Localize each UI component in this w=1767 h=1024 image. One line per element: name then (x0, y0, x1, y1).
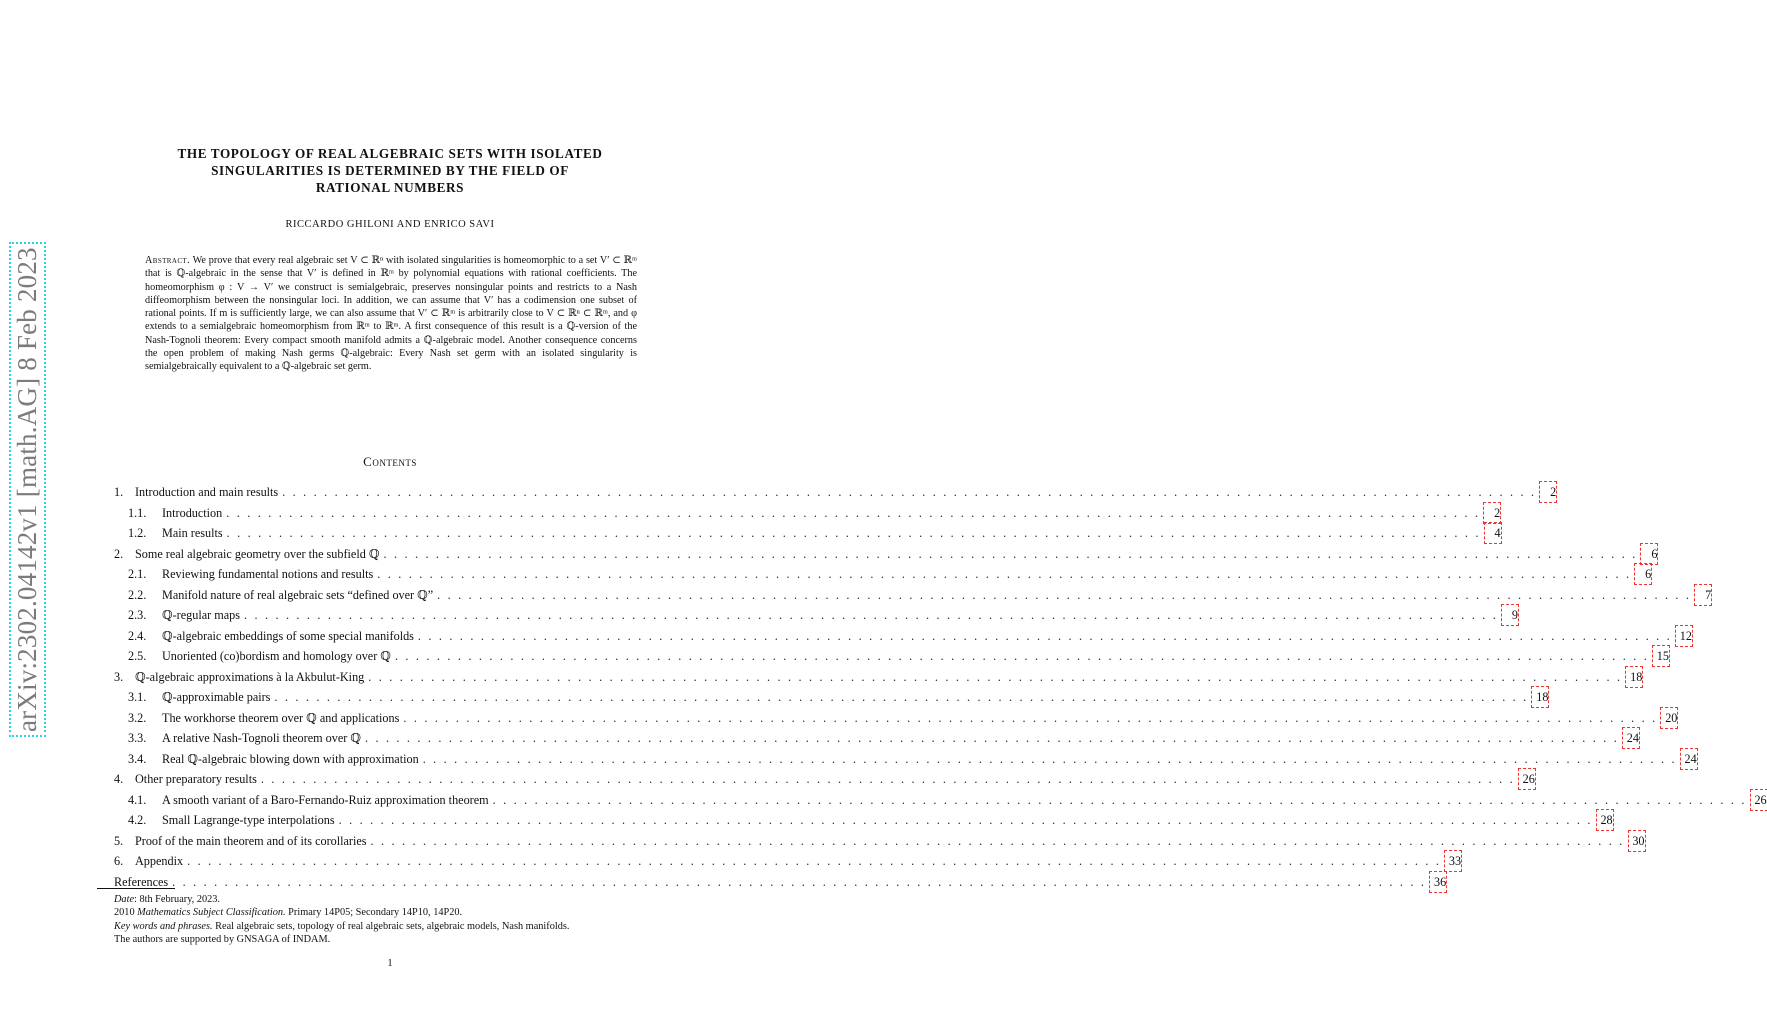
toc-entry[interactable] (114, 482, 1557, 502)
toc-leader-dots: . . . . . . . . . . . . . . . . . . . . . . . . . . . . . . . . . . . . . . . . . . . . . . . . . . . . . . . . . . . . . . . . . . . . . . . . . . . . . . . . . . . . . . . . . . . . . . . . . . . . . . . . . . . . . . . . . . . . . . . . (368, 669, 1623, 684)
toc-leader-dots: . . . . . . . . . . . . . . . . . . . . . . . . . . . . . . . . . . . . . . . . . . . . . . . . . . . . . . . . . . . . . . . . . . . . . . . . . . . . . . . . . . . . . . . . . . . . . . . . . . . . . . . . . . . . . . . . . . . . . . . . (338, 813, 1593, 827)
msc-value: Primary 14P05; Secondary 14P10, 14P20. (285, 907, 463, 919)
toc-page-link[interactable]: 26 (1751, 790, 1767, 810)
toc-entry-number: 3. (114, 669, 124, 684)
toc-page-link[interactable]: 28 (1597, 810, 1613, 830)
footnote-support: The authors are supported by GNSAGA of INDAM. (114, 934, 331, 946)
toc-entry-title: Some real algebraic geometry over the subfield ℚ (135, 546, 380, 561)
footnote-keywords (114, 920, 694, 933)
toc-page-link[interactable]: 18 (1532, 687, 1548, 707)
toc-entry-title: Appendix (135, 854, 184, 868)
toc-entry-title: Reviewing fundamental notions and results (162, 567, 374, 581)
toc-entry[interactable] (114, 831, 1645, 851)
toc-entry-number: 4.1. (128, 792, 147, 807)
toc-entry[interactable] (128, 790, 1767, 810)
footnote-rule (97, 888, 175, 889)
toc-page-link[interactable]: 2 (1484, 503, 1500, 523)
toc-entry-number: 2. (114, 546, 124, 561)
toc-entry-number: 4.2. (128, 813, 147, 827)
toc-entry[interactable] (114, 544, 1658, 564)
toc-entry-title: Proof of the main theorem and of its corollaries (135, 833, 367, 848)
toc-entry[interactable] (128, 749, 1697, 769)
toc-page-link[interactable]: 30 (1629, 831, 1645, 851)
toc-page-link[interactable]: 24 (1681, 749, 1697, 769)
toc-entry[interactable] (128, 810, 1613, 830)
toc-entry[interactable] (128, 646, 1669, 666)
toc-entry-title: ℚ-algebraic approximations à la Akbulut-King (135, 669, 365, 684)
toc-entry-title: A smooth variant of a Baro-Fernando-Ruiz approximation theorem (162, 792, 489, 807)
toc-entry-title: The workhorse theorem over ℚ and applications (162, 710, 400, 725)
toc-entry-number: 2.3. (128, 608, 147, 622)
toc-page-link[interactable]: 24 (1623, 728, 1639, 748)
page-number: 1 (387, 958, 393, 969)
footnote-date (114, 893, 694, 906)
toc-entry[interactable] (128, 605, 1518, 625)
toc-leader-dots: . . . . . . . . . . . . . . . . . . . . . . . . . . . . . . . . . . . . . . . . . . . . . . . . . . . . . . . . . . . . . . . . . . . . . . . . . . . . . . . . . . . . . . . . . . . . . . . . . . . . . . . . . . . . . . . . . . . . . . . . (437, 587, 1692, 602)
toc-leader-dots: . . . . . . . . . . . . . . . . . . . . . . . . . . . . . . . . . . . . . . . . . . . . . . . . . . . . . . . . . . . . . . . . . . . . . . . . . . . . . . . . . . . . . . . . . . . . . . . . . . . . . . . . . . . . . . . . . . . . . . . . (282, 485, 1537, 499)
toc-entry-number: 2.1. (128, 567, 147, 581)
toc-leader-dots: . . . . . . . . . . . . . . . . . . . . . . . . . . . . . . . . . . . . . . . . . . . . . . . . . . . . . . . . . . . . . . . . . . . . . . . . . . . . . . . . . . . . . . . . . . . . . . . . . . . . . . . . . . . . . . . . . . . . . . . . (370, 833, 1625, 848)
toc-page-link[interactable]: 2 (1540, 482, 1556, 502)
toc-entry[interactable] (114, 667, 1643, 687)
toc-entry-number: 2.4. (128, 628, 147, 643)
toc-entry-title: References (114, 874, 169, 889)
arxiv-identifier-stamp[interactable]: arXiv:2302.04142v1 [math.AG] 8 Feb 2023 (12, 247, 42, 732)
toc-entry-number: 3.1. (128, 690, 147, 704)
toc-entry-title: Manifold nature of real algebraic sets “defined over ℚ” (162, 587, 434, 602)
toc-entry-title: Unoriented (co)bordism and homology over ℚ (162, 649, 391, 663)
toc-leader-dots: . . . . . . . . . . . . . . . . . . . . . . . . . . . . . . . . . . . . . . . . . . . . . . . . . . . . . . . . . . . . . . . . . . . . . . . . . . . . . . . . . . . . . . . . . . . . . . . . . . . . . . . . . . . . . . . . . . . . . . . . (403, 710, 1658, 725)
toc-entry[interactable] (128, 585, 1712, 605)
msc-label: Mathematics Subject Classification. (137, 907, 286, 919)
toc-entry-number: 3.3. (128, 731, 147, 745)
toc-leader-dots: . . . . . . . . . . . . . . . . . . . . . . . . . . . . . . . . . . . . . . . . . . . . . . . . . . . . . . . . . . . . . . . . . . . . . . . . . . . . . . . . . . . . . . . . . . . . . . . . . . . . . . . . . . . . . . . . . . . . . . . . (172, 874, 1427, 889)
toc-entry-number: 6. (114, 854, 124, 868)
toc-leader-dots: . . . . . . . . . . . . . . . . . . . . . . . . . . . . . . . . . . . . . . . . . . . . . . . . . . . . . . . . . . . . . . . . . . . . . . . . . . . . . . . . . . . . . . . . . . . . . . . . . . . . . . . . . . . . . . . . . . . . . . . . (226, 505, 1481, 520)
toc-entry[interactable] (128, 503, 1501, 523)
toc-entry-number: 5. (114, 833, 124, 848)
toc-page-link[interactable]: 33 (1445, 851, 1461, 871)
toc-entry-title: Introduction and main results (135, 485, 279, 499)
toc-leader-dots: . . . . . . . . . . . . . . . . . . . . . . . . . . . . . . . . . . . . . . . . . . . . . . . . . . . . . . . . . . . . . . . . . . . . . . . . . . . . . . . . . . . . . . . . . . . . . . . . . . . . . . . . . . . . . . . . . . . . . . . . (417, 628, 1672, 643)
toc-leader-dots: . . . . . . . . . . . . . . . . . . . . . . . . . . . . . . . . . . . . . . . . . . . . . . . . . . . . . . . . . . . . . . . . . . . . . . . . . . . . . . . . . . . . . . . . . . . . . . . . . . . . . . . . . . . . . . . . . . . . . . . . (394, 649, 1649, 663)
toc-leader-dots: . . . . . . . . . . . . . . . . . . . . . . . . . . . . . . . . . . . . . . . . . . . . . . . . . . . . . . . . . . . . . . . . . . . . . . . . . . . . . . . . . . . . . . . . . . . . . . . . . . . . . . . . . . . . . . . . . . . . . . . . (243, 608, 1498, 622)
keywords-label: Key words and phrases. (114, 920, 213, 932)
keywords-value: Real algebraic sets, topology of real algebraic sets, algebraic models, Nash manifolds. (212, 920, 570, 932)
authors: RICCARDO GHILONI AND ENRICO SAVI (285, 219, 495, 230)
toc-page-link[interactable]: 18 (1626, 667, 1642, 687)
abstract (145, 254, 637, 374)
toc-leader-dots: . . . . . . . . . . . . . . . . . . . . . . . . . . . . . . . . . . . . . . . . . . . . . . . . . . . . . . . . . . . . . . . . . . . . . . . . . . . . . . . . . . . . . . . . . . . . . . . . . . . . . . . . . . . . . . . . . . . . . . . . (492, 792, 1747, 807)
toc-entry-title: Small Lagrange-type interpolations (162, 813, 335, 827)
toc-leader-dots: . . . . . . . . . . . . . . . . . . . . . . . . . . . . . . . . . . . . . . . . . . . . . . . . . . . . . . . . . . . . . . . . . . . . . . . . . . . . . . . . . . . . . . . . . . . . . . . . . . . . . . . . . . . . . . . . . . . . . . . . (383, 546, 1638, 561)
toc-leader-dots: . . . . . . . . . . . . . . . . . . . . . . . . . . . . . . . . . . . . . . . . . . . . . . . . . . . . . . . . . . . . . . . . . . . . . . . . . . . . . . . . . . . . . . . . . . . . . . . . . . . . . . . . . . . . . . . . . . . . . . . . (422, 751, 1677, 766)
toc-entry-title: Introduction (162, 505, 223, 520)
contents-heading: Contents (363, 454, 417, 469)
toc-entry-title: ℚ-regular maps (162, 608, 240, 622)
toc-leader-dots: . . . . . . . . . . . . . . . . . . . . . . . . . . . . . . . . . . . . . . . . . . . . . . . . . . . . . . . . . . . . . . . . . . . . . . . . . . . . . . . . . . . . . . . . . . . . . . . . . . . . . . . . . . . . . . . . . . . . . . . . (260, 772, 1515, 786)
toc-entry[interactable] (114, 872, 1447, 892)
toc-page-link[interactable]: 7 (1695, 585, 1711, 605)
toc-entry[interactable] (114, 851, 1462, 871)
toc-entry-number: 4. (114, 772, 124, 786)
toc-page-link[interactable]: 20 (1661, 708, 1677, 728)
toc-leader-dots: . . . . . . . . . . . . . . . . . . . . . . . . . . . . . . . . . . . . . . . . . . . . . . . . . . . . . . . . . . . . . . . . . . . . . . . . . . . . . . . . . . . . . . . . . . . . . . . . . . . . . . . . . . . . . . . . . . . . . . . . (274, 690, 1529, 704)
toc-entry-title: Other preparatory results (135, 772, 257, 786)
abstract-heading: Abstract. (145, 255, 191, 266)
date-value: : 8th February, 2023. (134, 894, 221, 905)
footnotes (114, 893, 694, 947)
toc-page-link[interactable]: 36 (1430, 872, 1446, 892)
toc-entry[interactable] (128, 626, 1692, 646)
toc-page-link[interactable]: 9 (1502, 605, 1518, 625)
toc-page-link[interactable]: 6 (1635, 564, 1651, 584)
toc-page-link[interactable]: 4 (1485, 523, 1501, 543)
toc-entry-number: 1.1. (128, 505, 147, 520)
toc-entry-title: Main results (162, 526, 223, 540)
toc-entry-number: 3.2. (128, 710, 147, 725)
toc-leader-dots: . . . . . . . . . . . . . . . . . . . . . . . . . . . . . . . . . . . . . . . . . . . . . . . . . . . . . . . . . . . . . . . . . . . . . . . . . . . . . . . . . . . . . . . . . . . . . . . . . . . . . . . . . . . . . . . . . . . . . . . . (187, 854, 1442, 868)
toc-leader-dots: . . . . . . . . . . . . . . . . . . . . . . . . . . . . . . . . . . . . . . . . . . . . . . . . . . . . . . . . . . . . . . . . . . . . . . . . . . . . . . . . . . . . . . . . . . . . . . . . . . . . . . . . . . . . . . . . . . . . . . . . (377, 567, 1632, 581)
toc-entry[interactable] (128, 523, 1501, 543)
toc-entry[interactable] (114, 769, 1535, 789)
toc-entry-title: ℚ-approximable pairs (162, 690, 271, 704)
toc-page-link[interactable]: 6 (1641, 544, 1657, 564)
msc-prefix: 2010 (114, 907, 138, 919)
footnote-msc (114, 906, 694, 919)
title-line: RATIONAL NUMBERS (315, 180, 465, 195)
toc-entry-number: 3.4. (128, 751, 147, 766)
toc-entry-number: 2.2. (128, 587, 147, 602)
toc-entry[interactable] (128, 728, 1639, 748)
toc-entry[interactable] (128, 687, 1549, 707)
title-line: THE TOPOLOGY OF REAL ALGEBRAIC SETS WITH ISOLATED (177, 146, 603, 161)
toc-leader-dots: . . . . . . . . . . . . . . . . . . . . . . . . . . . . . . . . . . . . . . . . . . . . . . . . . . . . . . . . . . . . . . . . . . . . . . . . . . . . . . . . . . . . . . . . . . . . . . . . . . . . . . . . . . . . . . . . . . . . . . . . (364, 731, 1619, 745)
toc-entry-number: 2.5. (128, 649, 147, 663)
toc-page-link[interactable]: 15 (1653, 646, 1669, 666)
abstract-body: We prove that every real algebraic set V ⊂ ℝⁿ with isolated singularities is homeomorphic to a set V′ ⊂ ℝᵐ that is ℚ-algebraic in the sense that V′ is defined in ℝᵐ by polynomial equations with rational coefficients. The homeomorphism φ : V → V′ we construct is semialgebraic, preserves nonsingular points and restricts to a Nash diffeomorphism between the nonsingular loci. In addition, we can assume that V′ has a codimension one subset of rational points. If m is sufficiently large, we can also assume that V′ ⊂ ℝᵐ is arbitrarily close to V ⊂ ℝⁿ ⊂ ℝᵐ, and φ extends to a semialgebraic homeomorphism from ℝᵐ to ℝᵐ. A first consequence of this result is a ℚ-version of the Nash-Tognoli theorem: Every compact smooth manifold admits a ℚ-algebraic model. Another consequence concerns the open problem of making Nash germs ℚ-algebraic: Every Nash set germ with an isolated singularity is semialgebraically equivalent to a ℚ-algebraic set germ. (145, 255, 637, 373)
date-label: Date (114, 894, 135, 905)
toc-entry-title: A relative Nash-Tognoli theorem over ℚ (162, 731, 361, 745)
toc-entry-number: 1. (114, 485, 124, 499)
paper-title (120, 145, 660, 196)
toc-page-link[interactable]: 12 (1676, 626, 1692, 646)
toc-page-link[interactable]: 26 (1519, 769, 1535, 789)
toc-entry[interactable] (128, 708, 1678, 728)
toc-leader-dots: . . . . . . . . . . . . . . . . . . . . . . . . . . . . . . . . . . . . . . . . . . . . . . . . . . . . . . . . . . . . . . . . . . . . . . . . . . . . . . . . . . . . . . . . . . . . . . . . . . . . . . . . . . . . . . . . . . . . . . . . (226, 526, 1481, 540)
title-line: SINGULARITIES IS DETERMINED BY THE FIELD OF (211, 163, 569, 178)
toc-entry[interactable] (128, 564, 1652, 584)
toc-entry-title: ℚ-algebraic embeddings of some special manifolds (162, 628, 414, 643)
toc-entry-title: Real ℚ-algebraic blowing down with approximation (162, 751, 419, 766)
toc-entry-number: 1.2. (128, 526, 147, 540)
